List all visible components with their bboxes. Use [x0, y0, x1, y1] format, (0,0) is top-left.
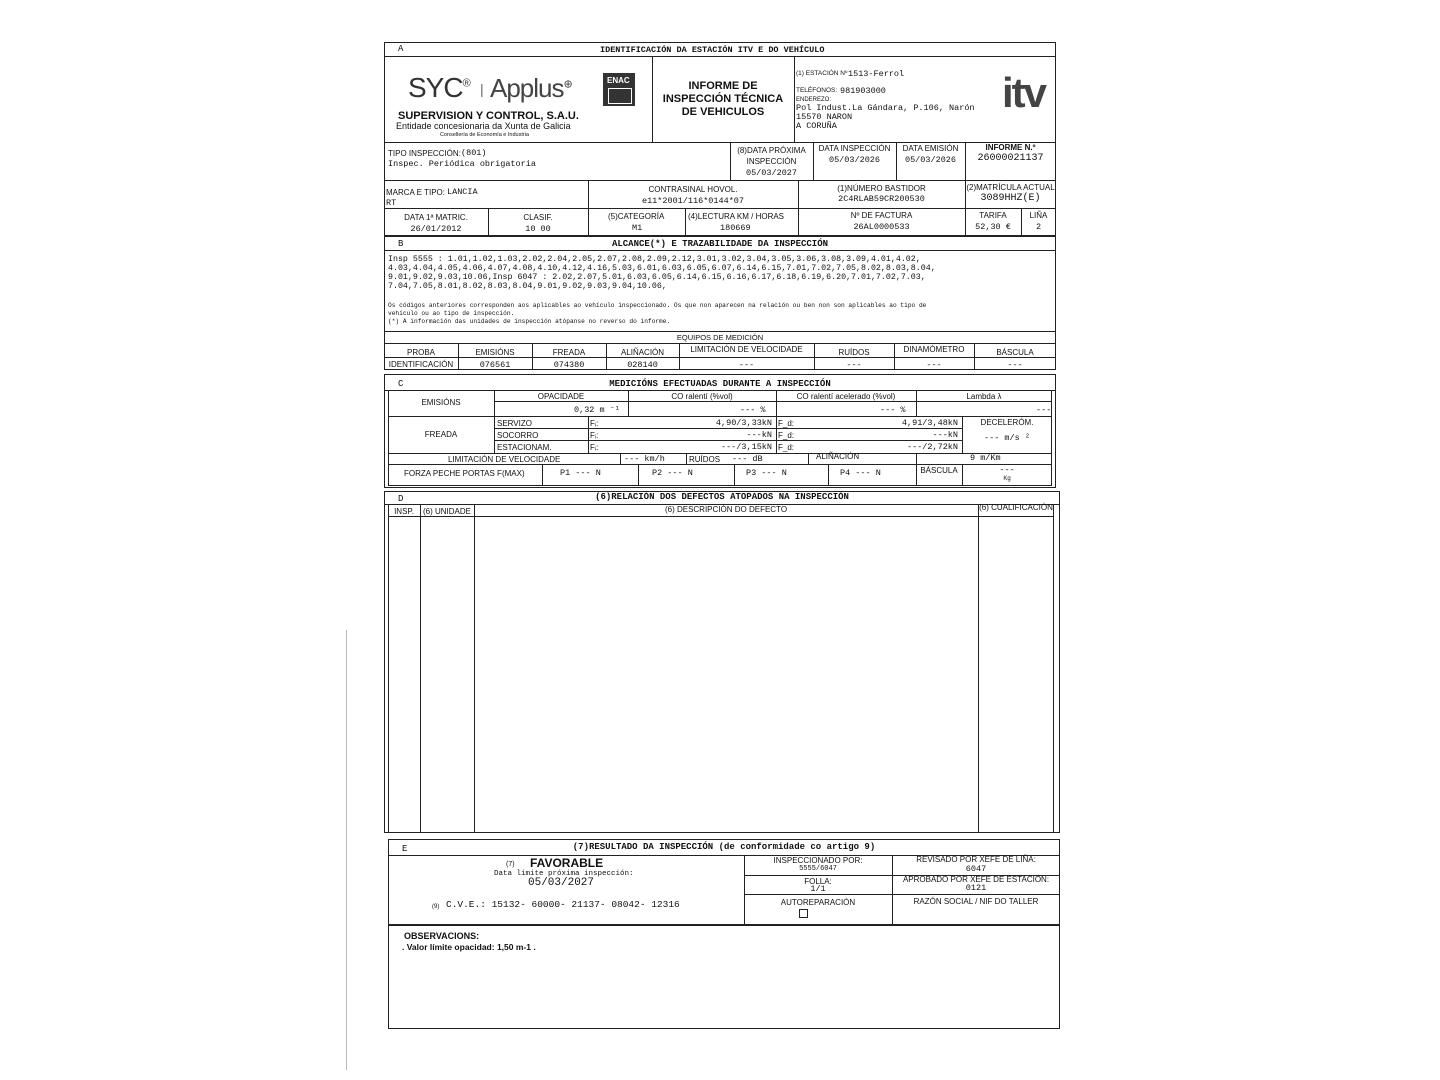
marca-value: LANCIA [447, 187, 478, 197]
station-value: 1513-Ferrol [848, 69, 905, 79]
folla-value: 1/1 [810, 884, 826, 894]
next-insp-value: 05/03/2027 [745, 168, 797, 178]
opacidade-label: OPACIDADE [537, 392, 585, 401]
co-acc-value: --- % [880, 405, 906, 415]
clasif-value: 10 00 [525, 224, 551, 234]
autorep-label: AUTOREPARACIÓN [780, 898, 856, 907]
categoria-value: M1 [632, 223, 643, 233]
matricula-value: 3089HHZ(E) [980, 193, 1041, 204]
report-title-line-3: DE VEHICULOS [681, 106, 765, 118]
folla-label: FOLLA: [804, 877, 832, 886]
address-line-2: 15570 NARON [796, 112, 853, 122]
syc-logo [408, 74, 470, 102]
report-title-line-2: INSPECCIÓN TÉCNICA [662, 93, 784, 105]
emis-date-label: DATA EMISIÓN [902, 144, 959, 153]
insp-date-label: DATA INSPECCIÓN [818, 144, 891, 153]
enac-logo [603, 73, 635, 106]
report-no-label: INFORME N.º [985, 143, 1036, 152]
aprobado-label: APROBADO POR XEFE DE ESTACIÓN: [902, 875, 1050, 884]
equip-header-cell: RUÍDOS [838, 348, 870, 357]
registered-icon: ® [462, 77, 470, 90]
equip-value-cell: 074380 [553, 360, 585, 370]
equip-header-cell: LIMITACIÓN DE VELOCIDADE [690, 345, 803, 354]
section-letter: A [398, 44, 404, 54]
enac-emblem-icon [608, 88, 632, 104]
servizo-label: SERVIZO [497, 419, 532, 428]
equip-value-cell: IDENTIFICACIÓN [388, 360, 454, 369]
deceler-value: --- m/s ² [984, 433, 1030, 443]
limit-date-label: Data límite próxima inspección: [494, 870, 634, 878]
station-label: (1) ESTACIÓN Nº [796, 70, 848, 77]
revisado-label: REVISADO POR XEFE DE LIÑA: [916, 855, 1036, 864]
equip-header-cell: EMISIÓNS [475, 348, 515, 357]
tipo-code: (801) [461, 148, 487, 158]
razon-label: RAZÓN SOCIAL / NIF DO TALLER [913, 897, 1039, 906]
emisions-label: EMISIÓNS [421, 398, 461, 407]
opacidade-value: 0,32 m ⁻¹ [574, 405, 620, 415]
socorro-fi-value: ---kN [746, 430, 772, 440]
address-line-3: A CORUÑA [796, 121, 837, 131]
address-label: ENDEREZO: [796, 97, 832, 103]
aprobado-value: 0121 [965, 883, 987, 893]
lambda-label: Lambda λ [966, 392, 1002, 401]
company-subtitle: Entidade concesionaria da Xunta de Galicia [396, 121, 571, 131]
itv-logo: itv [1002, 69, 1046, 116]
revisado-value: 6047 [965, 864, 987, 874]
note-line-1: Os códigos anteriores corresponden aos aplicables ao vehículo inspeccionado. Os que non aparecen na relación ou ben non son aplicables ao tipo de [388, 302, 927, 309]
applus-logo-text: Applus [490, 73, 564, 103]
phone-label: TELÉFONOS: [796, 87, 838, 94]
section-letter: D [398, 494, 404, 504]
cve-prefix: (9) [432, 904, 440, 910]
codes-line-4: 7.04,7.05,8.01,8.02,8.03,8.04,9.01,9.02,9.03,9.04,10.06, [388, 282, 667, 291]
bascula-label: BÁSCULA [920, 466, 958, 475]
report-title-line-1: INFORME DE [688, 80, 758, 92]
tarifa-value: 52,30 € [975, 222, 1011, 232]
freada-label: FREADA [424, 430, 458, 439]
section-title: IDENTIFICACIÓN DA ESTACIÓN ITV E DO VEHÍCULO [600, 45, 825, 55]
bastidor-value: 2C4RLAB59CR200530 [838, 194, 925, 204]
alinacion-label: ALIÑACIÓN [816, 452, 860, 461]
report-no-value: 26000021137 [977, 153, 1044, 164]
matricula-label: (2)MATRÍCULA ACTUAL [966, 183, 1055, 192]
fi-label: Fᵢ: [590, 443, 599, 452]
ruidos-label: RUÍDOS [689, 455, 721, 464]
linea-label: LIÑA [1029, 211, 1048, 220]
deceler-label: DECELERÓM. [980, 418, 1034, 427]
servizo-fi-value: 4,90/3,33kN [715, 418, 772, 428]
equip-header-cell: FREADA [552, 348, 586, 357]
bastidor-label: (1)NÚMERO BASTIDOR [837, 184, 926, 193]
equip-value-cell: --- [846, 360, 862, 370]
result-value: FAVORABLE [530, 856, 604, 870]
col-unidade-header: (6) UNIDADE [422, 507, 471, 516]
tipo-value: Inspec. Periódica obrigatoria [388, 159, 536, 169]
p4-value: P4 --- N [840, 468, 881, 478]
emis-date-value: 05/03/2026 [904, 155, 956, 165]
col-desc-header: (6) DESCRIPCIÓN DO DEFECTO [664, 505, 788, 514]
equip-value-cell: --- [1007, 360, 1023, 370]
codes-line-1: Insp 5555 : 1.01,1.02,1.03,2.02,2.04,2.05,2.07,2.08,2.09,2.12,3.01,3.02,3.04,3.05,3.06,3.08,3.09,4.01,4.02, [388, 255, 921, 264]
co-label: CO ralentí (%vol) [671, 392, 733, 401]
equip-header-cell: BÁSCULA [996, 348, 1034, 357]
note-line-2: vehículo ou ao tipo de inspección. [388, 310, 515, 317]
next-insp-label-1: (8)DATA PRÓXIMA [737, 146, 806, 155]
observations-box [388, 925, 1060, 1029]
linea-value: 2 [1035, 222, 1042, 232]
inspeccionado-label: INSPECCIONADO POR: [773, 856, 863, 865]
section-title: (6)RELACIÓN DOS DEFECTOS ATOPADOS NA INSPECCIÓN [595, 492, 849, 502]
codes-line-3: 9.01,9.02,9.03,10.06,Insp 6047 : 2.02,2.07,5.01,6.03,6.05,6.14,6.15,6.16,6.17,6.18,6.19,6.20,7.01,7.02,7.03, [388, 273, 926, 282]
co-acc-label: CO ralentí acelerado (%vol) [796, 392, 896, 401]
section-title: ALCANCE(*) E TRAZABILIDADE DA INSPECCIÓN [611, 239, 829, 249]
socorro-fd-value: ---kN [932, 430, 958, 440]
p2-value: P2 --- N [652, 468, 693, 478]
consellaria-label: Consellería de Economía e Industria [440, 132, 529, 138]
codes-line-2: 4.03,4.04,4.05,4.06,4.07,4.08,4.10,4.12,4.16,5.03,6.01,6.03,6.05,6.07,6.14,6.15,7.01,7.02,7.05,8.02,8.03,8.04, [388, 264, 936, 273]
equip-value-cell: --- [926, 360, 942, 370]
note-line-3: (*) A información das unidades de inspección atópanse no reverso do informe. [388, 318, 671, 325]
factura-value: 26AL0000533 [853, 222, 910, 232]
section-title: MEDICIÓNS EFECTUADAS DURANTE A INSPECCIÓN [609, 379, 831, 389]
lambda-value: --- [1036, 405, 1052, 415]
limit-label: LIMITACIÓN DE VELOCIDADE [448, 455, 561, 464]
defects-table [388, 504, 1054, 833]
fd-label: F_d: [778, 419, 795, 428]
tipo-label: TIPO INSPECCIÓN: [388, 149, 461, 158]
section-a [384, 42, 1056, 236]
autorep-checkbox[interactable] [799, 909, 808, 918]
contrasinal-value: e11*2001/116*0144*07 [641, 196, 745, 206]
equip-row-divider [384, 357, 1056, 358]
estacionam-label: ESTACIONAM. [497, 443, 552, 452]
plus-icon: ⊕ [563, 78, 572, 91]
limit-date-value: 05/03/2027 [528, 877, 595, 889]
tarifa-label: TARIFA [979, 211, 1007, 220]
separator-icon: | [480, 81, 484, 97]
km-value: 180669 [720, 223, 751, 233]
syc-logo-text: SYC [408, 72, 463, 103]
cve-value: C.V.E.: 15132- 60000- 21137- 08042- 12316 [446, 899, 680, 910]
estac-fi-value: ---/3,15kN [720, 442, 772, 452]
result-prefix: (7) [506, 861, 515, 868]
enac-label: ENAC [607, 76, 630, 85]
estac-fd-value: ---/2,72kN [906, 442, 958, 452]
modelo-value: RT [386, 198, 397, 208]
applus-logo [490, 75, 572, 101]
col-calif-header: (6) CUALIFICACIÓN [979, 503, 1053, 512]
equip-value-cell: --- [738, 360, 755, 370]
equip-header-cell: PROBA [406, 348, 435, 357]
servizo-fd-value: 4,91/3,48kN [901, 418, 958, 428]
fd-label: F_d: [778, 443, 795, 452]
fi-label: Fᵢ: [590, 419, 599, 428]
fi-label: Fᵢ: [590, 431, 599, 440]
scan-edge-line [346, 630, 347, 1070]
limit-value: --- km/h [624, 454, 665, 464]
alinacion-value: 9 m/Km [970, 453, 1001, 463]
fd-label: F_d: [778, 431, 795, 440]
equip-value-cell: 028140 [627, 360, 658, 370]
matric-date-label: DATA 1ª MATRIC. [404, 213, 468, 222]
co-value: --- % [740, 405, 766, 415]
categoria-label: (5)CATEGORÍA [608, 212, 665, 221]
observations-text: . Valor límite opacidad: 1,50 m-1 . [402, 942, 536, 952]
clasif-label: CLASIF. [523, 213, 553, 222]
company-name: SUPERVISION Y CONTROL, S.A.U. [398, 110, 579, 122]
p1-value: P1 --- N [560, 468, 601, 478]
col-insp-header: INSP. [394, 507, 414, 516]
ruidos-value: --- dB [732, 454, 763, 464]
contrasinal-label: CONTRASINAL HOVOL. [648, 185, 738, 194]
bascula-value: --- [999, 465, 1015, 475]
factura-label: Nº DE FACTURA [850, 211, 913, 220]
equip-title: EQUIPOS DE MEDICIÓN [676, 333, 764, 342]
equip-value-cell: 076561 [479, 360, 511, 370]
insp-date-value: 05/03/2026 [828, 155, 880, 165]
p3-value: P3 --- N [746, 468, 787, 478]
address-line-1: Pol Indust.La Gándara, P.106, Narón [796, 103, 975, 113]
section-letter: B [398, 239, 404, 249]
section-title: (7)RESULTADO DA INSPECCIÓN (de conformidade co artigo 9) [572, 842, 876, 852]
km-label: (4)LECTURA KM / HORAS [688, 212, 785, 221]
observations-label: OBSERVACIONS: [404, 931, 480, 941]
forza-label: FORZA PECHE PORTAS F(MAX) [404, 469, 525, 478]
next-insp-label-2: INSPECCIÓN [746, 157, 797, 166]
section-letter: C [398, 379, 404, 389]
phone-value: 981903000 [840, 86, 886, 96]
inspeccionado-value: 5555/6047 [799, 865, 837, 873]
section-letter: E [402, 844, 408, 854]
bascula-unit: Kg [1003, 476, 1011, 482]
marca-label: MARCA E TIPO: [386, 188, 445, 197]
matric-date-value: 26/01/2012 [410, 224, 462, 234]
equip-header-cell: ALIÑACIÓN [620, 348, 665, 357]
socorro-label: SOCORRO [497, 431, 539, 440]
equip-header-cell: DINAMÓMETRO [903, 345, 965, 354]
